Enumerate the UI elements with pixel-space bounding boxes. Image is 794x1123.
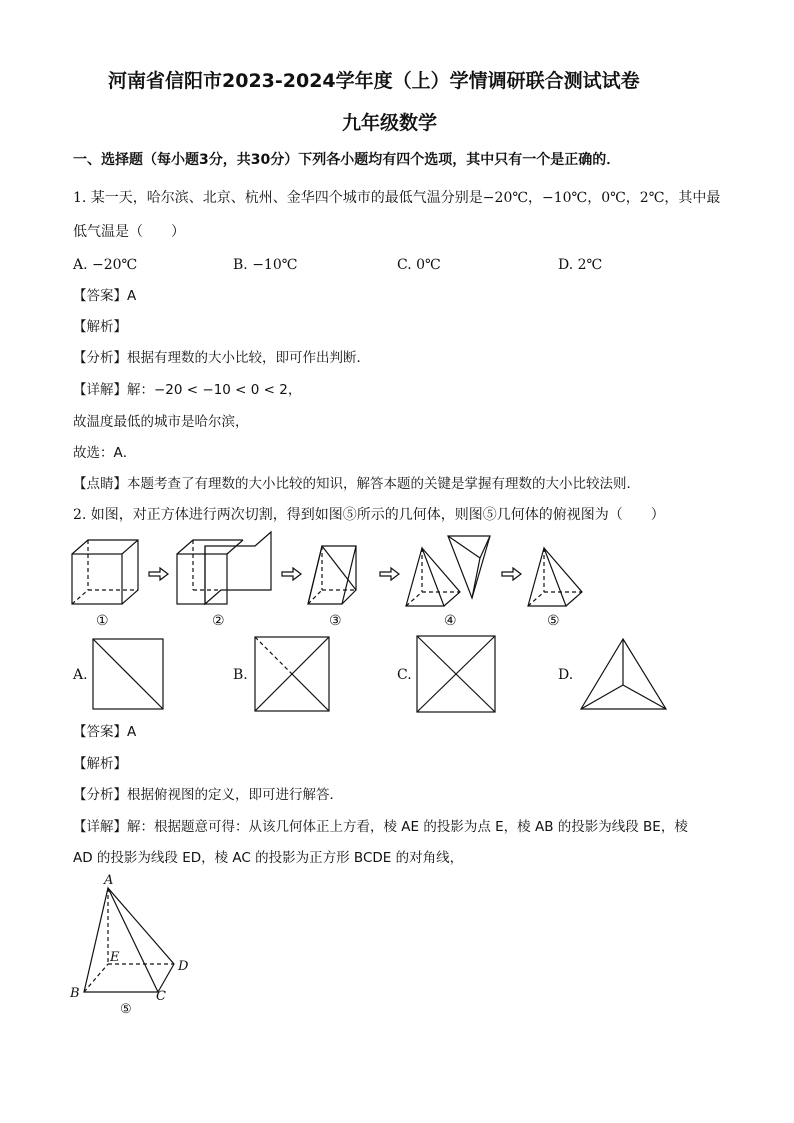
q2-option-a-label: A. (73, 667, 88, 683)
q2-option-c-label: C. (397, 667, 412, 683)
q1-conclusion: 故温度最低的城市是哈尔滨， (73, 414, 249, 430)
q2-stem: 2. 如图，对正方体进行两次切割，得到如图⑤所示的几何体，则图⑤几何体的俯视图为（ ） (73, 507, 665, 523)
q2-option-b-label: B. (233, 667, 248, 683)
arrow-icon-4 (502, 568, 521, 580)
labeled-pyramid-figure (68, 872, 198, 1018)
q1-answer: 【答案】A (73, 288, 137, 304)
figure-label-2: ② (212, 613, 225, 629)
figure-label-1: ① (96, 613, 109, 629)
point-label-b: B (70, 986, 80, 1001)
figure-label-3: ③ (329, 613, 342, 629)
q2-analysis-tag: 【解析】 (73, 756, 127, 772)
figure-3-prism (308, 546, 356, 604)
q1-choice: 故选：A． (73, 445, 137, 461)
q1-xiangjie: 【详解】解：−20 < −10 < 0 < 2， (73, 382, 302, 398)
q1-stem-line2: 低气温是（ ） (73, 224, 185, 240)
arrow-icon-1 (149, 568, 168, 580)
figure-1-cube (72, 540, 138, 604)
q2-xiangjie-line1: 【详解】解：根据题意可得：从该几何体正上方看，棱 AE 的投影为点 E，棱 AB 的投影为线段 BE，棱 (73, 819, 688, 835)
arrow-icon-3 (380, 568, 399, 580)
q1-dianjing: 【点睛】本题考查了有理数的大小比较的知识，解答本题的关键是掌握有理数的大小比较法则． (73, 476, 640, 492)
page-title: 河南省信阳市2023-2024学年度（上）学情调研联合测试试卷 (108, 70, 640, 92)
point-label-c: C (156, 989, 166, 1004)
q2-xiangjie-line2: AD 的投影为线段 ED，棱 AC 的投影为正方形 BCDE 的对角线， (73, 850, 464, 866)
q1-analysis-tag: 【解析】 (73, 319, 127, 335)
section-heading: 一、选择题（每小题3分，共30分）下列各小题均有四个选项，其中只有一个是正确的． (73, 152, 621, 168)
q2-answer: 【答案】A (73, 724, 137, 740)
q2-option-a-figure (92, 638, 164, 710)
q1-stem-line1: 1. 某一天，哈尔滨、北京、杭州、金华四个城市的最低气温分别是−20℃，−10℃，0℃，2℃，其中最 (73, 190, 721, 206)
q1-option-c: C. 0℃ (397, 257, 441, 273)
q2-fenxi: 【分析】根据俯视图的定义，即可进行解答． (73, 787, 343, 803)
figure-2-cube-cut (177, 532, 271, 604)
figure-4-pieces (406, 536, 490, 606)
point-label-d: D (178, 959, 189, 974)
q1-option-d: D. 2℃ (558, 257, 603, 273)
point-label-a: A (104, 873, 114, 888)
figure-5-pyramid (528, 548, 582, 606)
q1-option-a: A. −20℃ (73, 257, 138, 273)
point-label-e: E (110, 950, 120, 965)
q2-option-c-figure (416, 635, 496, 713)
q1-fenxi: 【分析】根据有理数的大小比较，即可作出判断． (73, 350, 370, 366)
arrow-icon-2 (282, 568, 301, 580)
q2-option-b-figure (254, 636, 330, 712)
q1-option-b: B. −10℃ (233, 257, 298, 273)
figure-label-4: ④ (444, 613, 457, 629)
pyramid-figure-number: ⑤ (120, 1002, 132, 1017)
page-subtitle: 九年级数学 (342, 112, 438, 134)
q2-option-d-label: D. (558, 667, 574, 683)
figure-label-5: ⑤ (547, 613, 560, 629)
q2-option-d-figure (580, 637, 668, 711)
